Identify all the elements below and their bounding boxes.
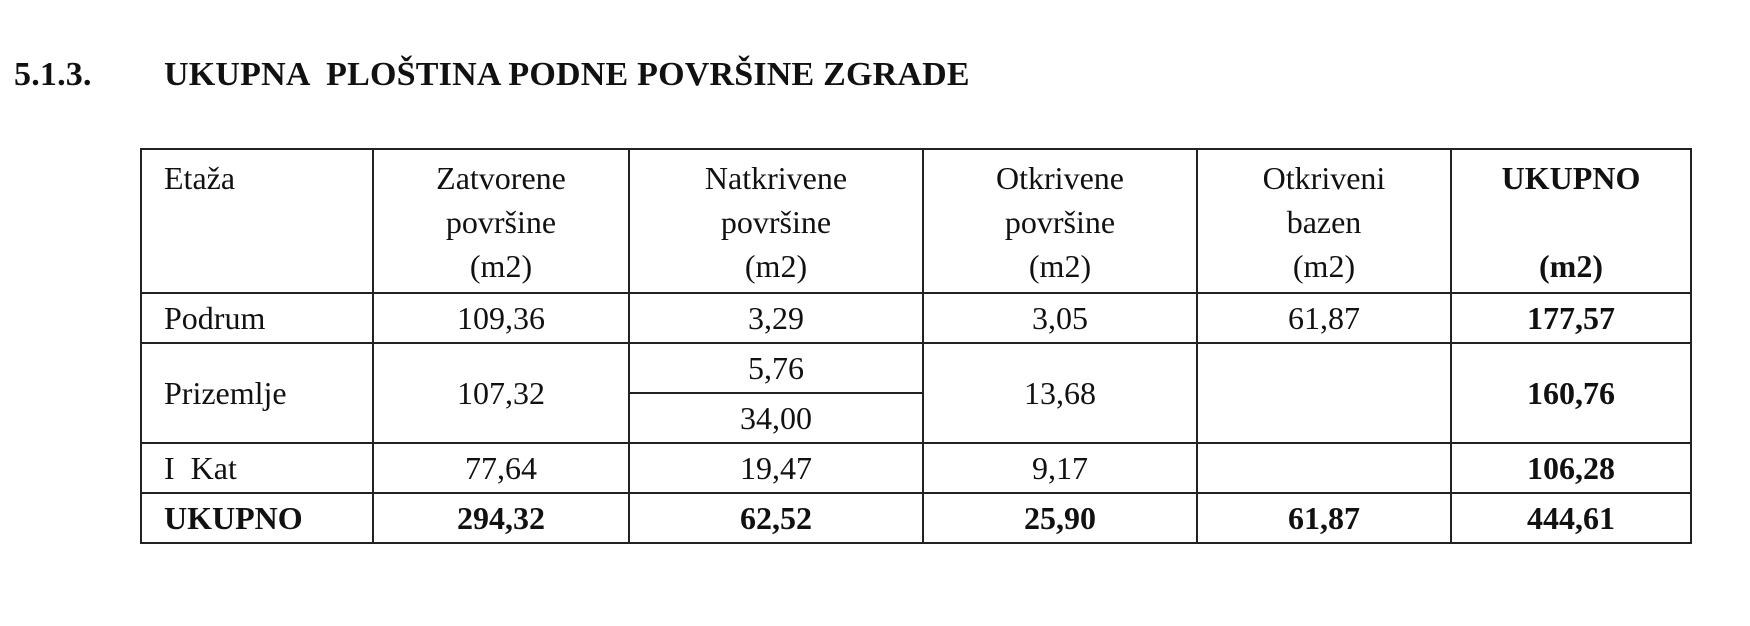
header-otkrivene: Otkrivene površine (m2) [923,149,1197,293]
section-number: 5.1.3. [14,56,92,93]
header-ukupno: UKUPNO (m2) [1451,149,1691,293]
section-heading [14,56,970,94]
cell-ukupno: 177,57 [1451,293,1691,343]
cell-natkrivene: 3,29 [629,293,923,343]
cell-ukupno: 106,28 [1451,443,1691,493]
cell-bazen [1197,443,1451,493]
header-natkrivene: Natkrivene površine (m2) [629,149,923,293]
cell-otkrivene: 13,68 [923,343,1197,443]
cell-bazen: 61,87 [1197,493,1451,543]
cell-bazen [1197,343,1451,443]
row-podrum [141,293,1691,343]
row-prizemlje-a [141,343,1691,393]
floor-area-table [140,148,1692,544]
section-title: UKUPNA PLOŠTINA PODNE POVRŠINE ZGRADE [164,56,970,93]
row-ukupno [141,493,1691,543]
cell-otkrivene: 25,90 [923,493,1197,543]
cell-ukupno: 444,61 [1451,493,1691,543]
cell-label: Podrum [141,293,373,343]
header-row [141,149,1691,293]
cell-otkrivene: 3,05 [923,293,1197,343]
cell-zatvorene: 77,64 [373,443,629,493]
cell-otkrivene: 9,17 [923,443,1197,493]
cell-label: Prizemlje [141,343,373,443]
cell-natkrivene-b: 34,00 [629,393,923,443]
cell-bazen: 61,87 [1197,293,1451,343]
cell-ukupno: 160,76 [1451,343,1691,443]
cell-zatvorene: 294,32 [373,493,629,543]
header-etaza: Etaža [141,149,373,293]
cell-label: UKUPNO [141,493,373,543]
header-bazen: Otkriveni bazen (m2) [1197,149,1451,293]
cell-zatvorene: 107,32 [373,343,629,443]
row-ikat [141,443,1691,493]
cell-natkrivene-a: 5,76 [629,343,923,393]
header-zatvorene: Zatvorene površine (m2) [373,149,629,293]
cell-zatvorene: 109,36 [373,293,629,343]
cell-natkrivene: 19,47 [629,443,923,493]
cell-label: I Kat [141,443,373,493]
cell-natkrivene: 62,52 [629,493,923,543]
